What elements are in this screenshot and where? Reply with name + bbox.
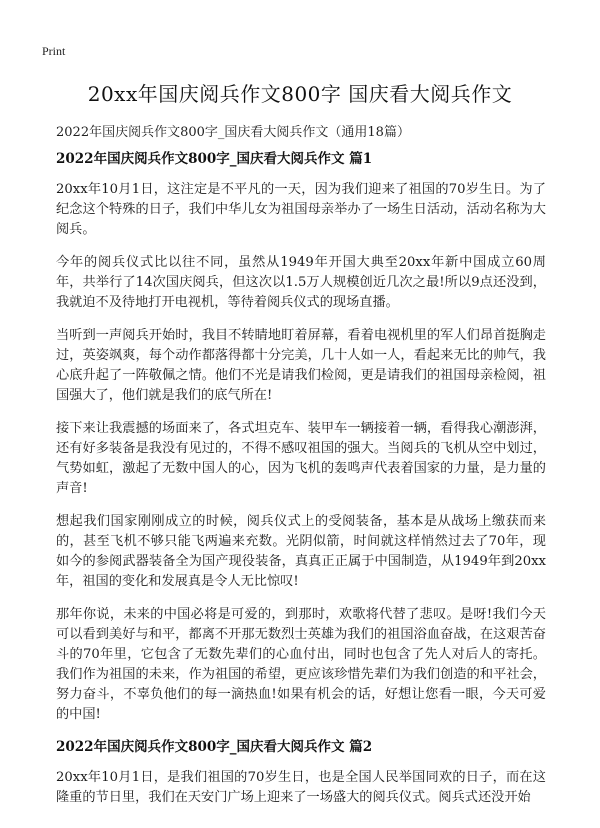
print-label: Print [42, 44, 66, 58]
paragraph: 20xx年10月1日，这注定是不平凡的一天，因为我们迎来了祖国的70岁生日。为了纪念这个特殊的日子，我们中华儿女为祖国母亲举办了一场生日活动，活动名称为大阅兵。 [56, 182, 546, 237]
section-heading: 2022年国庆阅兵作文800字_国庆看大阅兵作文 篇2 [56, 739, 373, 755]
paragraph: 想起我们国家刚刚成立的时候，阅兵仪式上的受阅装备，基本是从战场上缴获而来的，甚至飞机不够只能飞两遍来充数。光阴似箭，时间就这样悄然过去了70年，现如今的参阅武器装备全为国产现役装备，真真正正属于中国制造，从1949年到20xx年，祖国的变化和发展真是令人无比惊叹! [56, 514, 546, 589]
section-2 [56, 738, 546, 808]
section-heading: 2022年国庆阅兵作文800字_国庆看大阅兵作文 篇1 [56, 151, 373, 167]
document-body [56, 150, 546, 821]
page-title: 20xx年国庆阅兵作文800字 国庆看大阅兵作文 [87, 82, 513, 106]
paragraph: 今年的阅兵仪式比以往不同，虽然从1949年开国大典至20xx年新中国成立60周年，共举行了14次国庆阅兵，但这次以1.5万人规模创近几次之最!所以9点还没到，我就迫不及待地打开电视机，等待着阅兵仪式的现场直播。 [56, 255, 546, 310]
section-1 [56, 150, 546, 725]
paragraph: 接下来让我震撼的场面来了，各式坦克车、装甲车一辆接着一辆，看得我心潮澎湃，还有好多装备是我没有见过的，不得不感叹祖国的强大。当阅兵的飞机从空中划过，气势如虹，激起了无数中国人的心，因为飞机的轰鸣声代表着国家的力量，是力量的声音! [56, 421, 546, 496]
paragraph: 20xx年10月1日，是我们祖国的70岁生日，也是全国人民举国同欢的日子，而在这隆重的节日里，我们在天安门广场上迎来了一场盛大的阅兵仪式。阅兵式还没开始 [56, 770, 546, 805]
paragraph: 那年你说，未来的中国必将是可爱的，到那时，欢歌将代替了悲叹。是呀!我们今天可以看到美好与和平，都离不开那无数烈士英雄为我们的祖国浴血奋战，在这艰苦奋斗的70年里，它包含了无数先辈们的心血付出，同时也包含了先人对后人的寄托。我们作为祖国的未来，作为祖国的希望，更应该珍惜先辈们为我们创造的和平社会，努力奋斗，不辜负他们的每一滴热血!如果有机会的话，好想让您看一眼，今天可爱的中国! [56, 607, 546, 722]
document-subtitle: 2022年国庆阅兵作文800字_国庆看大阅兵作文（通用18篇） [56, 125, 410, 140]
paragraph: 当听到一声阅兵开始时，我目不转睛地盯着屏幕，看着电视机里的军人们昂首挺胸走过，英姿飒爽，每个动作都落得都十分完美，几十人如一人，看起来无比的帅气，我心底升起了一阵敬佩之情。他们不光是请我们检阅，更是请我们的祖国母亲检阅，祖国强大了，他们就是我们的底气所在! [56, 328, 546, 403]
